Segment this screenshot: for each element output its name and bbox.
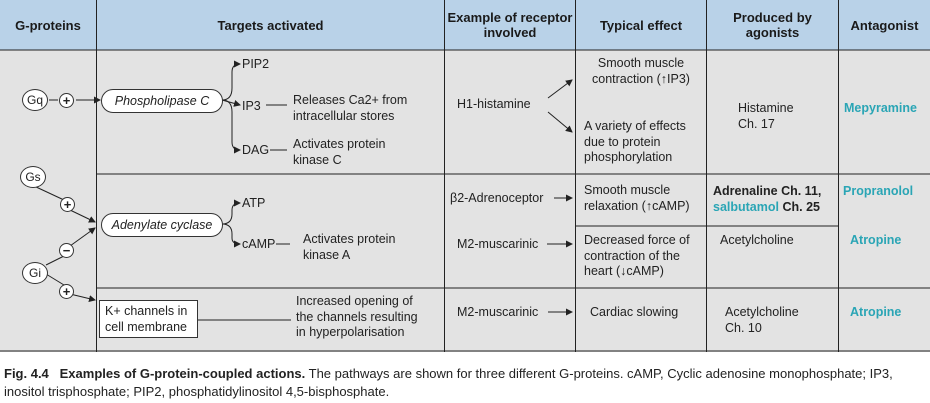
gs-node: Gs xyxy=(20,166,46,188)
gi-node: Gi xyxy=(22,262,48,284)
effect-contraction: Smooth muscle contraction (↑IP3) xyxy=(592,56,690,86)
receptor-h1: H1-histamine xyxy=(457,97,531,111)
plus-sign-gq: + xyxy=(59,93,74,108)
pip2-label: PIP2 xyxy=(242,57,270,71)
adenylate-cyclase-box: Adenylate cyclase xyxy=(101,213,223,237)
effect-cardiac-slowing: Cardiac slowing xyxy=(590,305,679,319)
effect-variety: A variety of effects due to protein phosphorylation xyxy=(584,119,686,164)
dag-effect: Activates protein kinase C xyxy=(293,137,386,167)
ip3-effect: Releases Ca2+ from intracellular stores xyxy=(293,93,408,123)
receptor-m2-b: M2-muscarinic xyxy=(457,305,539,319)
effect-relaxation: Smooth muscle relaxation (↑cAMP) xyxy=(584,183,690,213)
gq-node: Gq xyxy=(22,89,48,111)
header-receptor: Example of receptor involved xyxy=(445,0,575,50)
caption-label: Fig. 4.4 xyxy=(4,366,49,381)
effect-heart-force: Decreased force of contraction of the heart (↓cAMP) xyxy=(584,233,690,278)
camp-effect: Activates protein kinase A xyxy=(303,232,396,262)
phospholipase-c-box: Phospholipase C xyxy=(101,89,223,113)
agonist-acetylcholine-b: Acetylcholine Ch. 10 xyxy=(725,305,799,335)
plus-sign-gs: + xyxy=(60,197,75,212)
minus-sign-gi: − xyxy=(59,243,74,258)
agonist-histamine: Histamine Ch. 17 xyxy=(738,101,794,131)
kchan-effect: Increased opening of the channels resulting in hyperpolarisation xyxy=(296,294,418,339)
header-targets: Targets activated xyxy=(97,0,444,50)
header-agonists: Produced by agonists xyxy=(707,0,838,50)
atp-label: ATP xyxy=(242,196,266,210)
header-antagonist: Antagonist xyxy=(839,0,930,50)
receptor-beta2: β2-Adrenoceptor xyxy=(450,191,544,205)
antagonist-atropine-b: Atropine xyxy=(850,305,902,319)
camp-label: cAMP xyxy=(242,237,276,251)
k-channels-box: K+ channels in cell membrane xyxy=(99,300,198,338)
receptor-m2-a: M2-muscarinic xyxy=(457,237,539,251)
antagonist-propranolol: Propranolol xyxy=(843,184,914,198)
agonist-salbutamol: salbutamol xyxy=(713,199,779,214)
ip3-label: IP3 xyxy=(242,99,261,113)
dag-label: DAG xyxy=(242,143,270,157)
header-gproteins: G-proteins xyxy=(0,0,96,50)
plus-sign-gi: + xyxy=(59,284,74,299)
antagonist-atropine-a: Atropine xyxy=(850,233,902,247)
header-effect: Typical effect xyxy=(576,0,706,50)
caption-text: The pathways are shown for three different G-proteins. cAMP, Cyclic adenosine monophosphate; IP3, inositol trisphosphate; PIP2, phosphatidylinositol 4,5-bisphosphate. xyxy=(4,366,893,399)
antagonist-mepyramine: Mepyramine xyxy=(844,101,917,115)
figure-caption xyxy=(4,365,924,401)
caption-title: Examples of G-protein-coupled actions. xyxy=(59,366,306,381)
agonist-acetylcholine-a: Acetylcholine xyxy=(720,233,794,247)
agonist-adrenaline: Adrenaline Ch. 11, salbutamol Ch. 25 xyxy=(713,184,822,214)
